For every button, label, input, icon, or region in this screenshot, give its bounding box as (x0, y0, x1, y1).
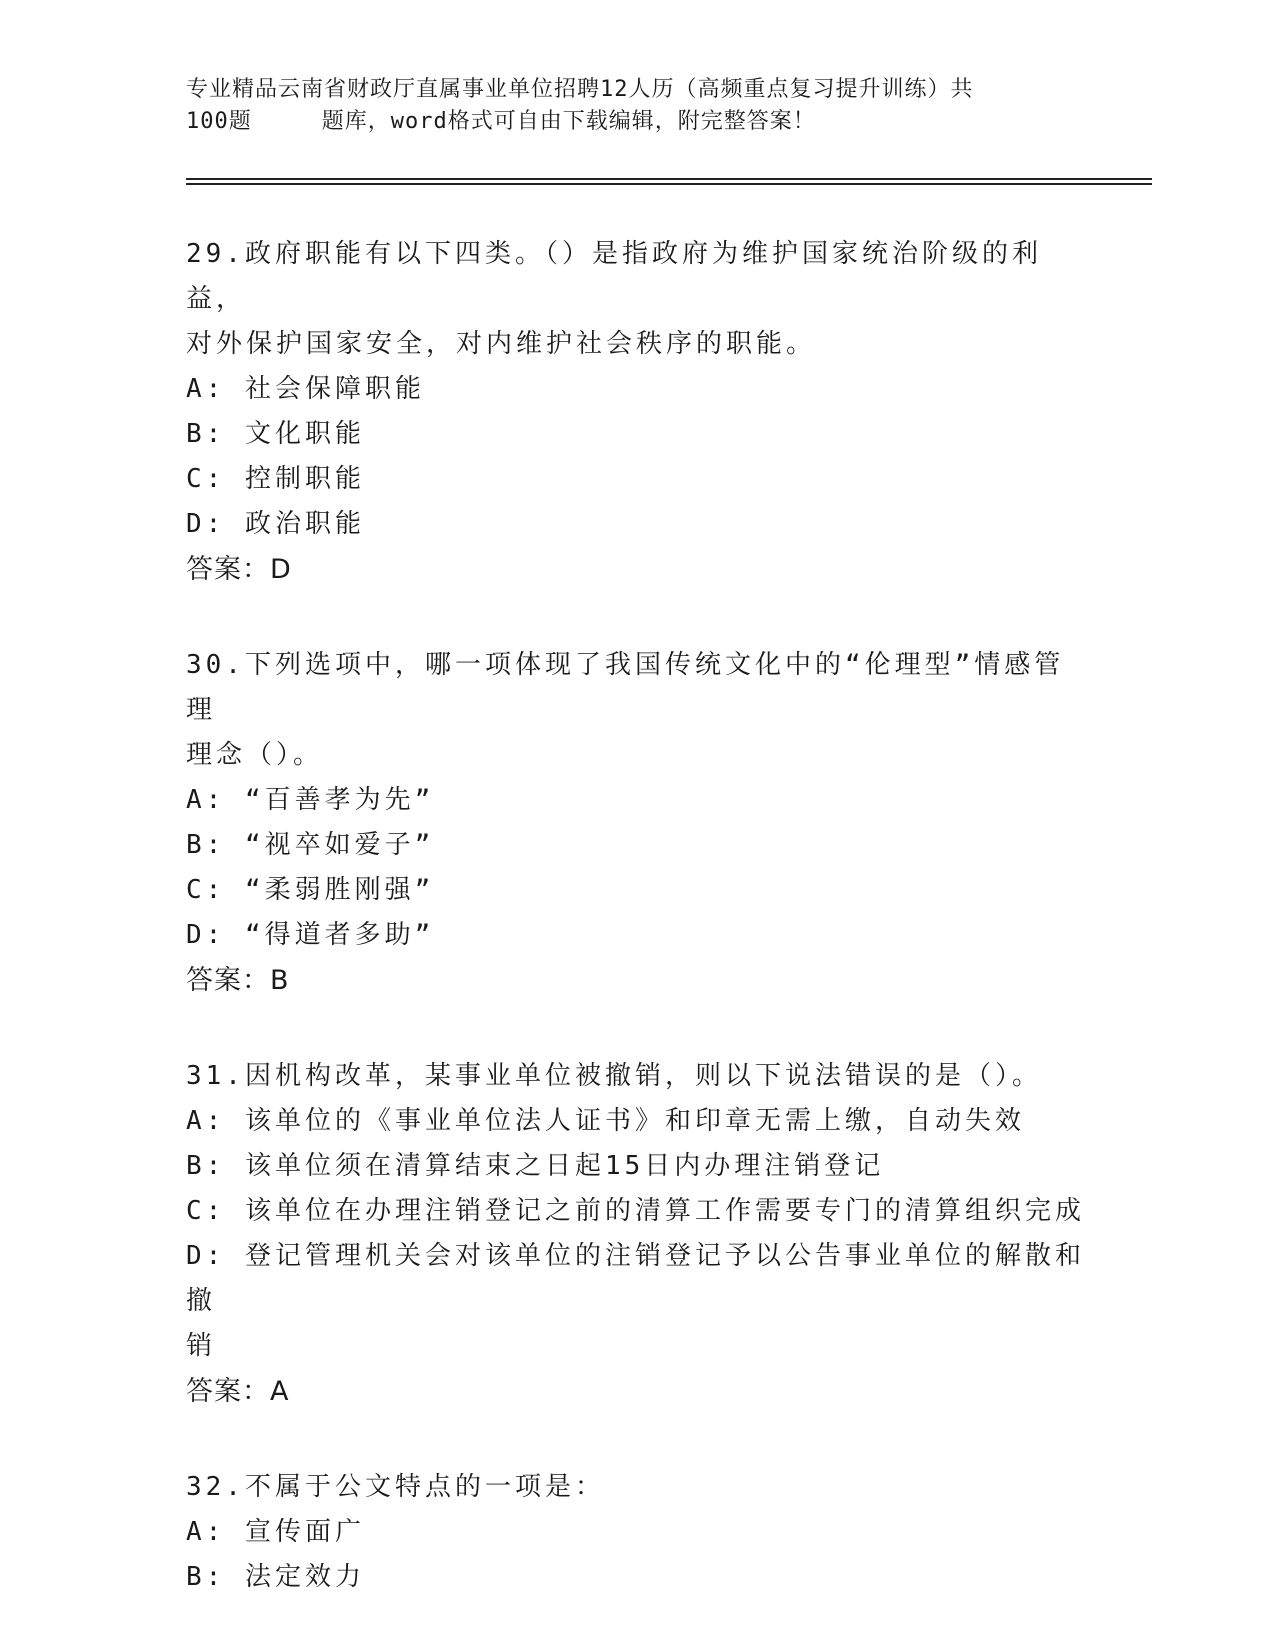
option-b: B: 文化职能 (186, 419, 365, 449)
option-a: A: 该单位的《事业单位法人证书》和印章无需上缴，自动失效 (186, 1106, 1025, 1136)
answer-label: 答案：D (186, 554, 292, 585)
header-line-2 (186, 106, 1086, 138)
question-text-line: 29.政府职能有以下四类。（）是指政府为维护国家统治阶级的利益， (186, 239, 1042, 314)
option-b: B: 该单位须在清算结束之日起15日内办理注销登记 (186, 1151, 885, 1181)
question-30 (186, 643, 1086, 1004)
header-line-1: 专业精品云南省财政厅直属事业单位招聘12人历（高频重点复习提升训练）共 (186, 77, 974, 102)
header-divider-top (186, 178, 1152, 180)
question-text-line: 对外保护国家安全，对内维护社会秩序的职能。 (186, 329, 817, 359)
option-d: D: 政治职能 (186, 509, 365, 539)
question-text-line: 32.不属于公文特点的一项是： (186, 1472, 605, 1502)
option-d-continued: 销 (186, 1331, 217, 1361)
header-description: 题库，word格式可自由下载编辑，附完整答案！ (321, 109, 816, 134)
option-c: C: “柔弱胜刚强” (186, 875, 435, 905)
option-a: A: “百善孝为先” (186, 785, 435, 815)
question-29 (186, 232, 1086, 593)
option-d: D: 登记管理机关会对该单位的注销登记予以公告事业单位的解散和撤 (186, 1241, 1085, 1316)
question-31 (186, 1054, 1086, 1415)
option-b: B: “视卒如爱子” (186, 830, 435, 860)
option-d: D: “得道者多助” (186, 920, 435, 950)
question-text-line: 理念（）。 (186, 740, 324, 770)
question-list (186, 232, 1086, 1650)
answer-label: 答案：B (186, 965, 290, 996)
option-a: A: 宣传面广 (186, 1517, 365, 1547)
question-text-line: 30.下列选项中，哪一项体现了我国传统文化中的“伦理型”情感管理 (186, 650, 1065, 725)
header-question-count: 100题 (186, 109, 252, 134)
option-c: C: 控制职能 (186, 464, 365, 494)
option-a: A: 社会保障职能 (186, 374, 425, 404)
question-32 (186, 1465, 1086, 1600)
option-c: C: 该单位在办理注销登记之前的清算工作需要专门的清算组织完成 (186, 1196, 1085, 1226)
document-header (186, 74, 1086, 138)
header-divider-bottom (186, 183, 1152, 185)
question-text-line: 31.因机构改革，某事业单位被撤销，则以下说法错误的是（）。 (186, 1061, 1042, 1091)
answer-label: 答案：A (186, 1376, 290, 1407)
option-b: B: 法定效力 (186, 1562, 365, 1592)
